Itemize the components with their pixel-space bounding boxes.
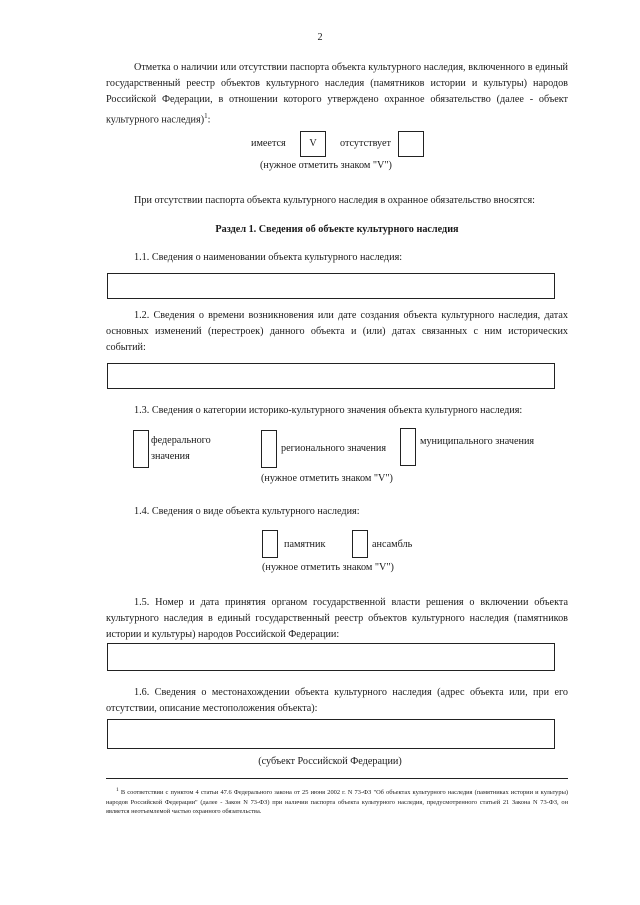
registry-decision-field[interactable] [107, 643, 555, 671]
ensemble-label: ансамбль [372, 539, 413, 550]
municipal-label: муниципального значения [420, 436, 535, 447]
municipal-checkbox[interactable] [400, 428, 416, 466]
footnote [106, 786, 568, 817]
passport-present-checkbox[interactable]: V [300, 131, 326, 157]
q1-5-label: 1.5. Номер и дата принятия органом государственной власти решения о включении объекта культурного наследия в единый государственный реестр объектов культурного наследия (памятников истории и культуры) народов Российской Федерации: [106, 597, 568, 640]
regional-label: регионального значения [281, 443, 387, 454]
q1-2-label: 1.2. Сведения о времени возникновения или дате создания объекта культурного наследия, датах основных изменений (перестроек) данного объекта и (или) датах связанных с ним исторических событий: [106, 310, 568, 353]
q1-4-hint: (нужное отметить знаком "V") [262, 562, 394, 573]
monument-label: памятник [284, 539, 326, 550]
q1-1-label: 1.1. Сведения о наименовании объекта культурного наследия: [134, 252, 403, 263]
passport-absent-label: отсутствует [340, 138, 391, 149]
q1-3-label: 1.3. Сведения о категории историко-культурного значения объекта культурного наследия: [134, 405, 523, 416]
passport-absent-checkbox[interactable] [398, 131, 424, 157]
regional-checkbox[interactable] [261, 430, 277, 468]
location-field[interactable] [107, 719, 555, 749]
monument-checkbox[interactable] [262, 530, 278, 558]
ensemble-checkbox[interactable] [352, 530, 368, 558]
region-caption: (субъект Российской Федерации) [258, 756, 402, 767]
passport-present-label: имеется [251, 138, 286, 149]
absent-note: При отсутствии паспорта объекта культурного наследия в охранное обязательство вносятся: [134, 195, 536, 206]
federal-checkbox[interactable] [133, 430, 149, 468]
q1-3-hint: (нужное отметить знаком "V") [261, 473, 393, 484]
intro-text: Отметка о наличии или отсутствии паспорта объекта культурного наследия, включенного в единый государственный реестр объектов культурного наследия (памятников истории и культуры) народов Российской Федерации, в отношении которого утверждено охранное обязательство (далее - объект культурного наследия) [106, 62, 568, 126]
footnote-ref: 1 [204, 112, 208, 120]
q1-4-label: 1.4. Сведения о виде объекта культурного наследия: [134, 506, 360, 517]
page-number: 2 [317, 32, 323, 43]
object-name-field[interactable] [107, 273, 555, 299]
federal-label: федерального значения [151, 435, 211, 462]
q1-6-label: 1.6. Сведения о местонахождении объекта культурного наследия (адрес объекта или, при его отсутствии, описание местоположения объекта): [106, 687, 568, 714]
section-title: Раздел 1. Сведения об объекте культурного наследия [215, 224, 459, 235]
creation-dates-field[interactable] [107, 363, 555, 389]
footnote-text: В соответствии с пунктом 4 статьи 47.6 Федерального закона от 25 июня 2002 г. N 73-ФЗ "Об объектах культурного наследия (памятниках истории и культуры) народов Российской Федерации" (далее - Закон N 73-ФЗ) при наличии паспорта объекта культурного наследия, предусмотренного статьей 21 Закона N 73-ФЗ, он является неотъемлемой частью охранного обязательства. [106, 789, 568, 816]
footnote-mark: 1 [116, 787, 119, 793]
passport-hint: (нужное отметить знаком "V") [260, 160, 392, 171]
footnote-divider [106, 778, 568, 779]
intro-paragraph: Отметка о наличии или отсутствии паспорта объекта культурного наследия, включенного в единый государственный реестр объектов культурного наследия (памятников истории и культуры) народов Российской Федерации, в отношении которого утверждено охранное обязательство (далее - объект культурного наследия)$^1$: [106, 62, 568, 126]
